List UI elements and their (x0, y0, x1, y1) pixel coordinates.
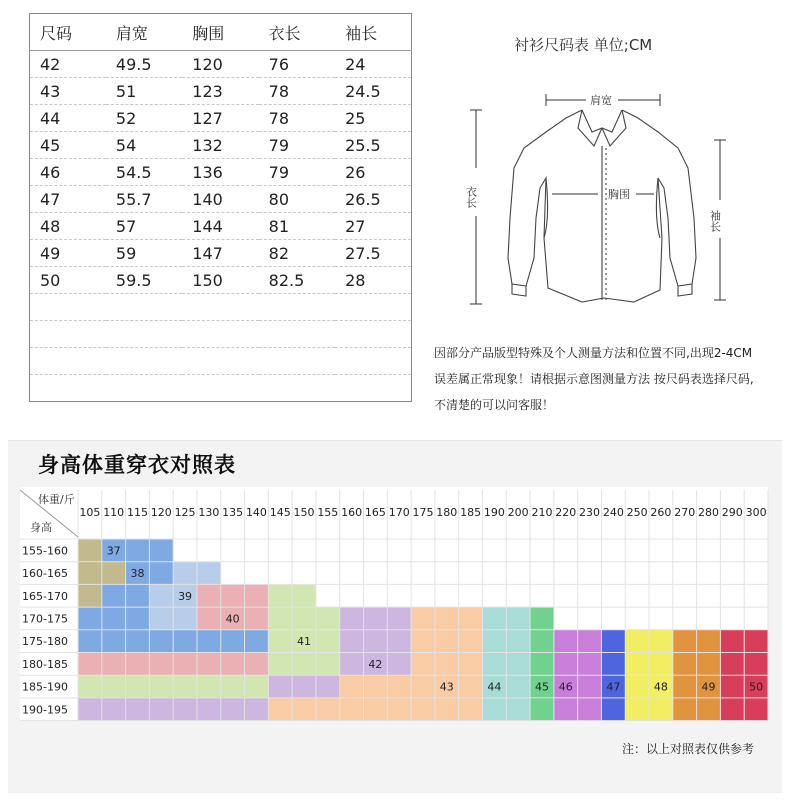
size-cell: 80 (268, 189, 290, 209)
size-cell: 54.5 (115, 162, 152, 182)
grid-cell (197, 584, 221, 607)
grid-cell (126, 607, 150, 630)
grid-cell (197, 562, 221, 585)
grid-cell (435, 653, 459, 676)
grid-cell (292, 653, 316, 676)
corner-weight-label: 体重/斤 (38, 493, 75, 506)
weight-header: 260 (650, 506, 672, 519)
grid-cell (364, 607, 388, 630)
grid-cell (625, 698, 649, 721)
grid-cell (173, 562, 197, 585)
grid-cell (102, 698, 126, 721)
size-label: 48 (653, 680, 668, 694)
grid-cell (173, 630, 197, 653)
weight-header: 160 (341, 506, 363, 519)
weight-header: 175 (412, 506, 434, 519)
grid-cell (673, 653, 697, 676)
weight-header: 130 (198, 506, 220, 519)
grid-cell (364, 675, 388, 698)
height-header: 170-175 (22, 612, 68, 626)
size-label: 41 (297, 635, 312, 649)
size-cell: 123 (192, 81, 223, 101)
grid-cell (102, 562, 126, 585)
weight-header: 210 (531, 506, 553, 519)
grid-cell (578, 698, 602, 721)
grid-cell (340, 607, 364, 630)
corner-height-label: 身高 (30, 521, 52, 534)
grid-cell (720, 698, 744, 721)
size-label: 37 (106, 544, 121, 558)
weight-header: 270 (674, 506, 696, 519)
grid-cell (316, 630, 340, 653)
header-shoulder: 肩宽 (115, 23, 148, 43)
grid-cell (673, 675, 697, 698)
height-header: 155-160 (22, 544, 68, 558)
size-cell: 48 (40, 216, 61, 236)
grid-cell (411, 698, 435, 721)
grid-cell (411, 630, 435, 653)
weight-header: 220 (555, 506, 577, 519)
grid-cell (411, 675, 435, 698)
weight-header: 190 (483, 506, 505, 519)
size-cell: 147 (192, 243, 223, 263)
grid-cell (126, 698, 150, 721)
grid-cell (245, 630, 269, 653)
grid-cell (744, 698, 768, 721)
grid-cell (221, 698, 245, 721)
header-size: 尺码 (40, 23, 73, 43)
measurement-note: 因部分产品版型特殊及个人测量方法和位置不同,出现2-4CM误差属正常现象！请根据示意图测量方法 按尺码表选择尺码,不清楚的可以问客服！ (434, 346, 754, 412)
grid-cell (697, 698, 721, 721)
grid-cell (126, 653, 150, 676)
grid-cell (173, 698, 197, 721)
grid-cell (292, 675, 316, 698)
weight-header: 115 (126, 506, 148, 519)
height-header: 175-180 (22, 635, 68, 649)
grid-cell (197, 653, 221, 676)
size-cell: 27 (345, 216, 366, 236)
weight-header: 155 (317, 506, 339, 519)
size-label: 39 (178, 589, 193, 603)
size-cell: 140 (192, 189, 223, 209)
grid-cell (387, 675, 411, 698)
size-cell: 26 (345, 162, 366, 182)
grid-cell (673, 698, 697, 721)
weight-header: 125 (174, 506, 196, 519)
grid-cell (649, 630, 673, 653)
size-cell: 26.5 (345, 189, 381, 209)
weight-header: 200 (507, 506, 529, 519)
grid-cell (78, 607, 102, 630)
height-header: 165-170 (22, 589, 68, 603)
size-cell: 132 (192, 135, 223, 155)
grid-cell (506, 607, 530, 630)
grid-cell (578, 630, 602, 653)
header-length: 衣长 (268, 23, 301, 43)
grid-cell (387, 698, 411, 721)
grid-cell (268, 698, 292, 721)
size-cell: 44 (40, 108, 61, 128)
grid-cell (78, 630, 102, 653)
grid-cell (149, 653, 173, 676)
grid-cell (578, 653, 602, 676)
weight-header: 140 (245, 506, 267, 519)
size-cell: 57 (115, 216, 137, 236)
grid-cell (78, 653, 102, 676)
grid-cell (554, 698, 578, 721)
size-cell: 54 (115, 135, 137, 155)
size-cell: 55.7 (115, 189, 152, 209)
height-header: 160-165 (22, 567, 68, 581)
weight-header: 105 (79, 506, 101, 519)
weight-header: 250 (626, 506, 648, 519)
size-label: 40 (225, 612, 240, 626)
grid-cell (601, 698, 625, 721)
weight-header: 300 (745, 506, 767, 519)
grid-cell (697, 630, 721, 653)
grid-cell (459, 630, 483, 653)
grid-cell (197, 698, 221, 721)
grid-cell (387, 630, 411, 653)
grid-cell (78, 539, 102, 562)
size-cell: 59.5 (115, 270, 152, 290)
grid-cell (364, 630, 388, 653)
grid-cell (102, 653, 126, 676)
size-cell: 136 (192, 162, 223, 182)
grid-cell (625, 675, 649, 698)
grid-cell (126, 539, 150, 562)
size-cell: 25.5 (345, 135, 381, 155)
size-cell: 49 (40, 243, 61, 263)
grid-cell (197, 630, 221, 653)
grid-cell (554, 630, 578, 653)
grid-cell (340, 630, 364, 653)
grid-cell (245, 584, 269, 607)
weight-header: 120 (150, 506, 172, 519)
size-cell: 27.5 (345, 243, 381, 263)
grid-cell (744, 653, 768, 676)
header-chest: 胸围 (192, 23, 225, 43)
grid-cell (78, 584, 102, 607)
grid-cell (102, 584, 126, 607)
grid-cell (126, 675, 150, 698)
size-cell: 52 (115, 108, 137, 128)
grid-cell (578, 675, 602, 698)
size-cell: 24.5 (345, 81, 381, 101)
size-cell: 127 (192, 108, 223, 128)
grid-cell (506, 653, 530, 676)
grid-cell (78, 698, 102, 721)
height-weight-title: 身高体重穿衣对照表 (38, 453, 236, 477)
size-label: 49 (701, 680, 716, 694)
grid-cell (316, 675, 340, 698)
size-cell: 42 (40, 54, 61, 74)
grid-cell (221, 675, 245, 698)
size-label: 50 (749, 680, 764, 694)
grid-cell (245, 653, 269, 676)
size-label: 46 (558, 680, 573, 694)
shoulder-label: 肩宽 (590, 94, 612, 107)
grid-cell (197, 607, 221, 630)
grid-cell (530, 698, 554, 721)
grid-cell (78, 562, 102, 585)
grid-cell (387, 653, 411, 676)
grid-cell (292, 698, 316, 721)
grid-cell (197, 675, 221, 698)
grid-cell (482, 698, 506, 721)
weight-header: 110 (103, 506, 125, 519)
grid-cell (149, 539, 173, 562)
grid-cell (482, 653, 506, 676)
size-label: 45 (534, 680, 549, 694)
grid-cell (245, 607, 269, 630)
sleeve-label: 袖长 (708, 210, 722, 232)
grid-cell (530, 653, 554, 676)
grid-cell (149, 562, 173, 585)
grid-cell (149, 584, 173, 607)
grid-cell (649, 698, 673, 721)
grid-cell (340, 675, 364, 698)
grid-cell (601, 630, 625, 653)
header-sleeve: 袖长 (345, 23, 378, 43)
size-cell: 59 (115, 243, 137, 263)
grid-cell (149, 675, 173, 698)
grid-cell (292, 607, 316, 630)
grid-cell (720, 653, 744, 676)
size-cell: 82 (268, 243, 290, 263)
grid-cell (316, 653, 340, 676)
grid-cell (411, 653, 435, 676)
grid-cell (245, 698, 269, 721)
weight-header: 145 (269, 506, 291, 519)
grid-cell (316, 607, 340, 630)
grid-cell (435, 698, 459, 721)
size-label: 42 (368, 657, 383, 671)
grid-cell (506, 698, 530, 721)
size-cell: 120 (192, 54, 223, 74)
size-cell: 79 (268, 135, 290, 155)
grid-cell (221, 653, 245, 676)
grid-cell (649, 653, 673, 676)
grid-cell (530, 630, 554, 653)
size-cell: 46 (40, 162, 61, 182)
grid-cell (411, 607, 435, 630)
grid-cell (673, 630, 697, 653)
chest-label: 胸围 (608, 188, 630, 201)
grid-cell (78, 675, 102, 698)
grid-cell (149, 607, 173, 630)
grid-cell (292, 584, 316, 607)
size-cell: 79 (268, 162, 290, 182)
grid-cell (625, 630, 649, 653)
size-cell: 28 (345, 270, 366, 290)
grid-cell (126, 584, 150, 607)
grid-cell (697, 653, 721, 676)
size-cell: 24 (345, 54, 366, 74)
weight-header: 240 (602, 506, 624, 519)
height-header: 185-190 (22, 680, 68, 694)
grid-cell (720, 675, 744, 698)
size-label: 44 (487, 680, 502, 694)
length-label: 衣长 (464, 186, 478, 208)
grid-cell (221, 630, 245, 653)
grid-cell (601, 653, 625, 676)
grid-cell (102, 675, 126, 698)
grid-cell (482, 630, 506, 653)
size-label: 47 (606, 680, 621, 694)
grid-cell (435, 607, 459, 630)
grid-cell (245, 675, 269, 698)
grid-cell (268, 630, 292, 653)
size-cell: 78 (268, 81, 290, 101)
grid-cell (482, 607, 506, 630)
weight-header: 185 (460, 506, 482, 519)
grid-cell (554, 653, 578, 676)
grid-cell (387, 607, 411, 630)
grid-cell (268, 653, 292, 676)
size-cell: 144 (192, 216, 223, 236)
grid-cell (459, 675, 483, 698)
chart-caption: 衬衫尺码表 单位;CM (514, 36, 653, 54)
size-cell: 25 (345, 108, 366, 128)
grid-cell (506, 675, 530, 698)
grid-cell (268, 607, 292, 630)
size-cell: 50 (40, 270, 61, 290)
height-header: 180-185 (22, 657, 68, 671)
footnote: 注：以上对照表仅供参考 (622, 742, 755, 756)
grid-cell (530, 607, 554, 630)
grid-cell (459, 653, 483, 676)
size-label: 43 (439, 680, 454, 694)
size-cell: 150 (192, 270, 223, 290)
grid-cell (173, 675, 197, 698)
grid-cell (744, 630, 768, 653)
grid-cell (149, 698, 173, 721)
weight-header: 165 (364, 506, 386, 519)
size-cell: 49.5 (115, 54, 152, 74)
grid-cell (221, 584, 245, 607)
grid-cell (340, 698, 364, 721)
weight-header: 230 (579, 506, 601, 519)
grid-cell (173, 653, 197, 676)
grid-cell (720, 630, 744, 653)
grid-cell (435, 630, 459, 653)
grid-cell (268, 675, 292, 698)
grid-cell (126, 630, 150, 653)
weight-header: 290 (721, 506, 743, 519)
grid-cell (340, 653, 364, 676)
weight-header: 180 (436, 506, 458, 519)
grid-cell (625, 653, 649, 676)
size-cell: 47 (40, 189, 61, 209)
height-header: 190-195 (22, 703, 68, 717)
weight-header: 280 (698, 506, 720, 519)
size-cell: 51 (115, 81, 137, 101)
grid-cell (459, 698, 483, 721)
grid-cell (459, 607, 483, 630)
size-cell: 81 (268, 216, 290, 236)
weight-header: 150 (293, 506, 315, 519)
grid-cell (149, 630, 173, 653)
grid-cell (506, 630, 530, 653)
grid-cell (102, 607, 126, 630)
size-cell: 78 (268, 108, 290, 128)
size-cell: 45 (40, 135, 61, 155)
size-cell: 82.5 (268, 270, 305, 290)
grid-cell (364, 698, 388, 721)
weight-header: 170 (388, 506, 410, 519)
size-label: 38 (130, 567, 145, 581)
grid-cell (316, 698, 340, 721)
weight-header: 135 (222, 506, 244, 519)
grid-cell (173, 607, 197, 630)
size-cell: 76 (268, 54, 290, 74)
grid-cell (268, 584, 292, 607)
size-cell: 43 (40, 81, 61, 101)
grid-cell (102, 630, 126, 653)
